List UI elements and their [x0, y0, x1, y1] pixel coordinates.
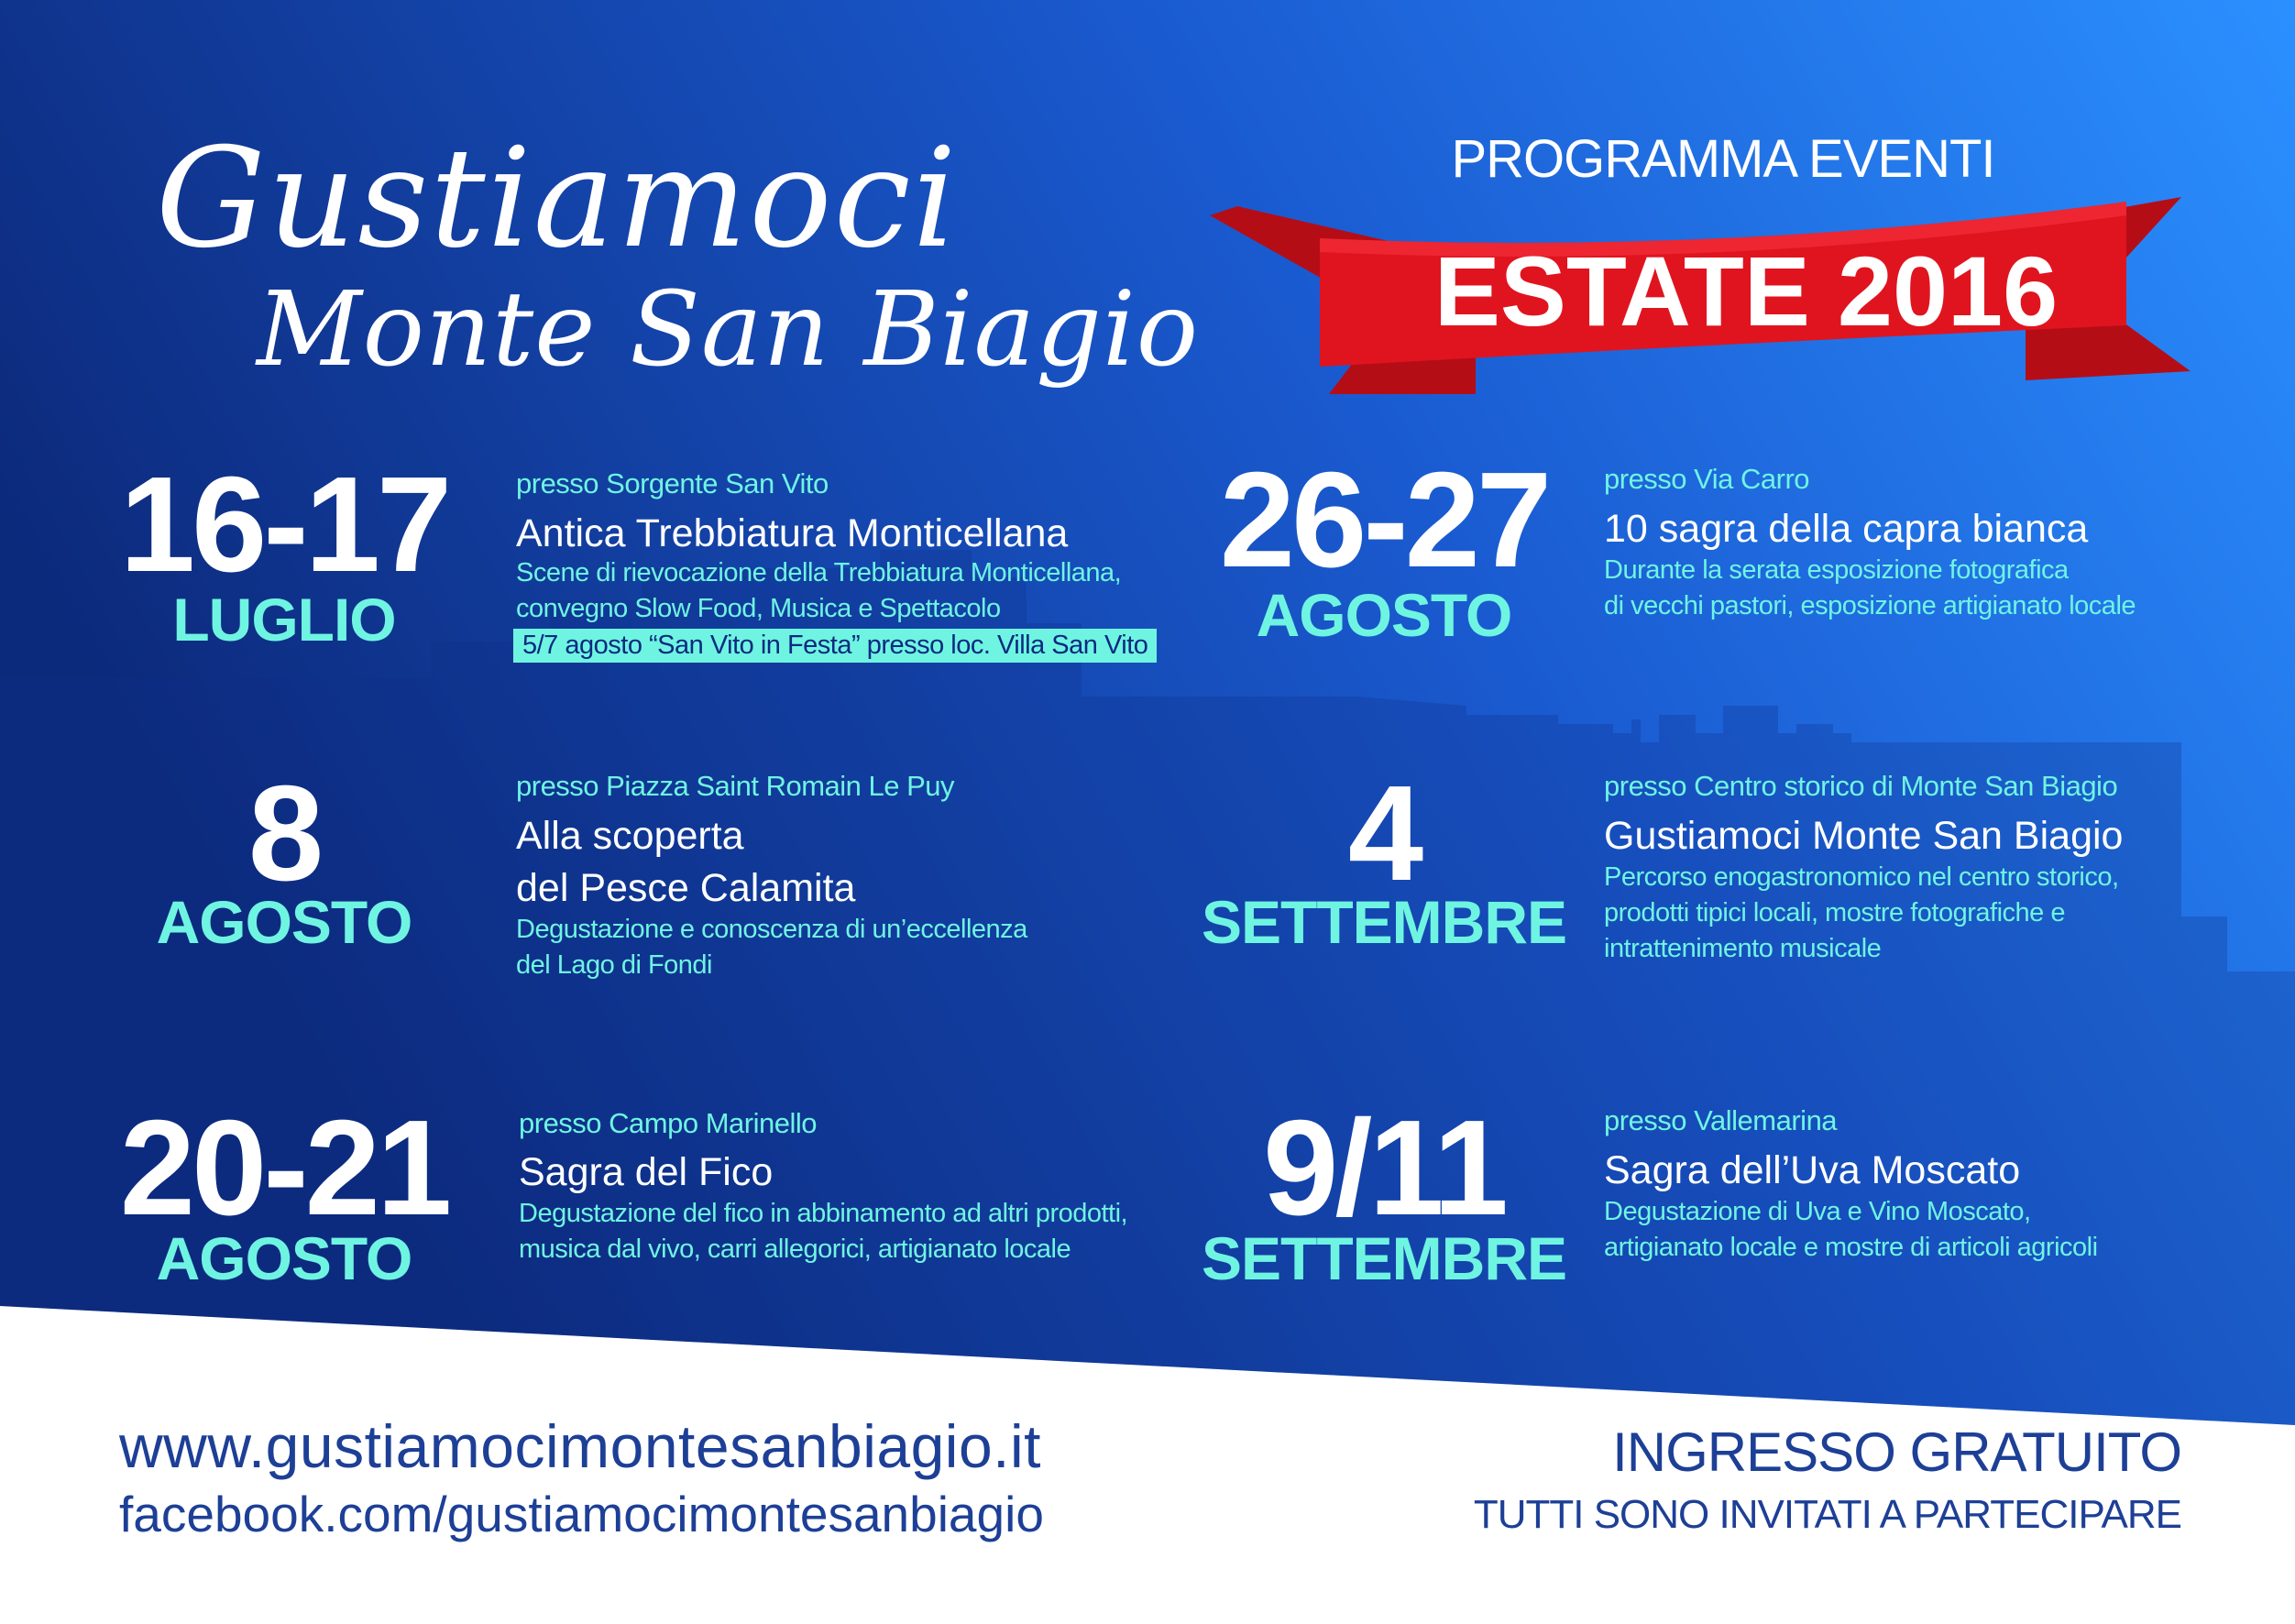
event-description: Scene di rievocazione della Trebbiatura Monticellana,	[516, 558, 1122, 587]
event-description: Percorso enogastronomico nel centro storico,	[1604, 862, 2119, 892]
event-date: 16-17	[119, 449, 449, 600]
event-description: Degustazione di Uva e Vino Moscato,	[1604, 1197, 2031, 1226]
event-title-line2: del Pesce Calamita	[516, 866, 856, 910]
event-location: presso Sorgente San Vito	[516, 467, 829, 499]
event-location: presso Campo Marinello	[519, 1107, 817, 1139]
event-title: Sagra dell’Uva Moscato	[1604, 1148, 2021, 1192]
event-description: del Lago di Fondi	[516, 950, 712, 980]
event-description: musica dal vivo, carri allegorici, artigianato locale	[519, 1234, 1071, 1264]
event-title: Antica Trebbiatura Monticellana	[516, 511, 1069, 555]
event-description: intrattenimento musicale	[1604, 934, 1882, 963]
event-month: LUGLIO	[172, 586, 396, 653]
event-month: AGOSTO	[156, 888, 412, 956]
event-date: 8	[247, 758, 321, 909]
event-title: Alla scoperta	[516, 814, 744, 858]
website-link[interactable]: www.gustiamocimontesanbiagio.it	[119, 1412, 1041, 1480]
event-title: Sagra del Fico	[519, 1150, 774, 1194]
event-date: 26-27	[1219, 444, 1549, 596]
event-description: convegno Slow Food, Musica e Spettacolo	[516, 594, 1001, 623]
event-description: Degustazione del fico in abbinamento ad altri prodotti,	[519, 1199, 1128, 1228]
event-description: artigianato locale e mostre di articoli agricoli	[1604, 1233, 2098, 1262]
ribbon-title: ESTATE 2016	[1433, 236, 2059, 346]
event-month: SETTEMBRE	[1201, 1224, 1567, 1292]
event-location: presso Centro storico di Monte San Biagio	[1604, 770, 2118, 802]
event-description: Degustazione e conoscenza di un’eccellenza	[516, 915, 1027, 944]
event-title: 10 sagra della capra bianca	[1604, 507, 2089, 551]
poster-title-town: Monte San Biagio	[257, 270, 1200, 390]
event-title: Gustiamoci Monte San Biagio	[1604, 814, 2124, 858]
event-note-highlight: 5/7 agosto “San Vito in Festa” presso loc. Villa San Vito	[513, 629, 1157, 663]
poster-title: Gustiamoci	[156, 119, 959, 279]
event-description: Durante la serata esposizione fotografica	[1604, 555, 2069, 585]
event-month: AGOSTO	[1256, 581, 1512, 649]
event-description: di vecchi pastori, esposizione artigianato locale	[1604, 591, 2136, 620]
event-date: 4	[1347, 758, 1421, 909]
event-description: prodotti tipici locali, mostre fotografiche e	[1604, 898, 2065, 927]
program-subtitle: PROGRAMMA EVENTI	[1451, 129, 1995, 189]
free-entry-notice: INGRESSO GRATUITO	[1612, 1421, 2181, 1483]
event-month: AGOSTO	[156, 1224, 412, 1292]
event-month: SETTEMBRE	[1201, 888, 1567, 956]
event-location: presso Piazza Saint Romain Le Puy	[516, 770, 955, 802]
invite-notice: TUTTI SONO INVITATI A PARTECIPARE	[1473, 1492, 2181, 1537]
event-location: presso Vallemarina	[1604, 1104, 1838, 1136]
facebook-link[interactable]: facebook.com/gustiamocimontesanbiagio	[119, 1486, 1044, 1542]
event-date: 9/11	[1263, 1092, 1505, 1244]
event-date: 20-21	[119, 1092, 449, 1244]
event-location: presso Via Carro	[1604, 463, 1810, 495]
